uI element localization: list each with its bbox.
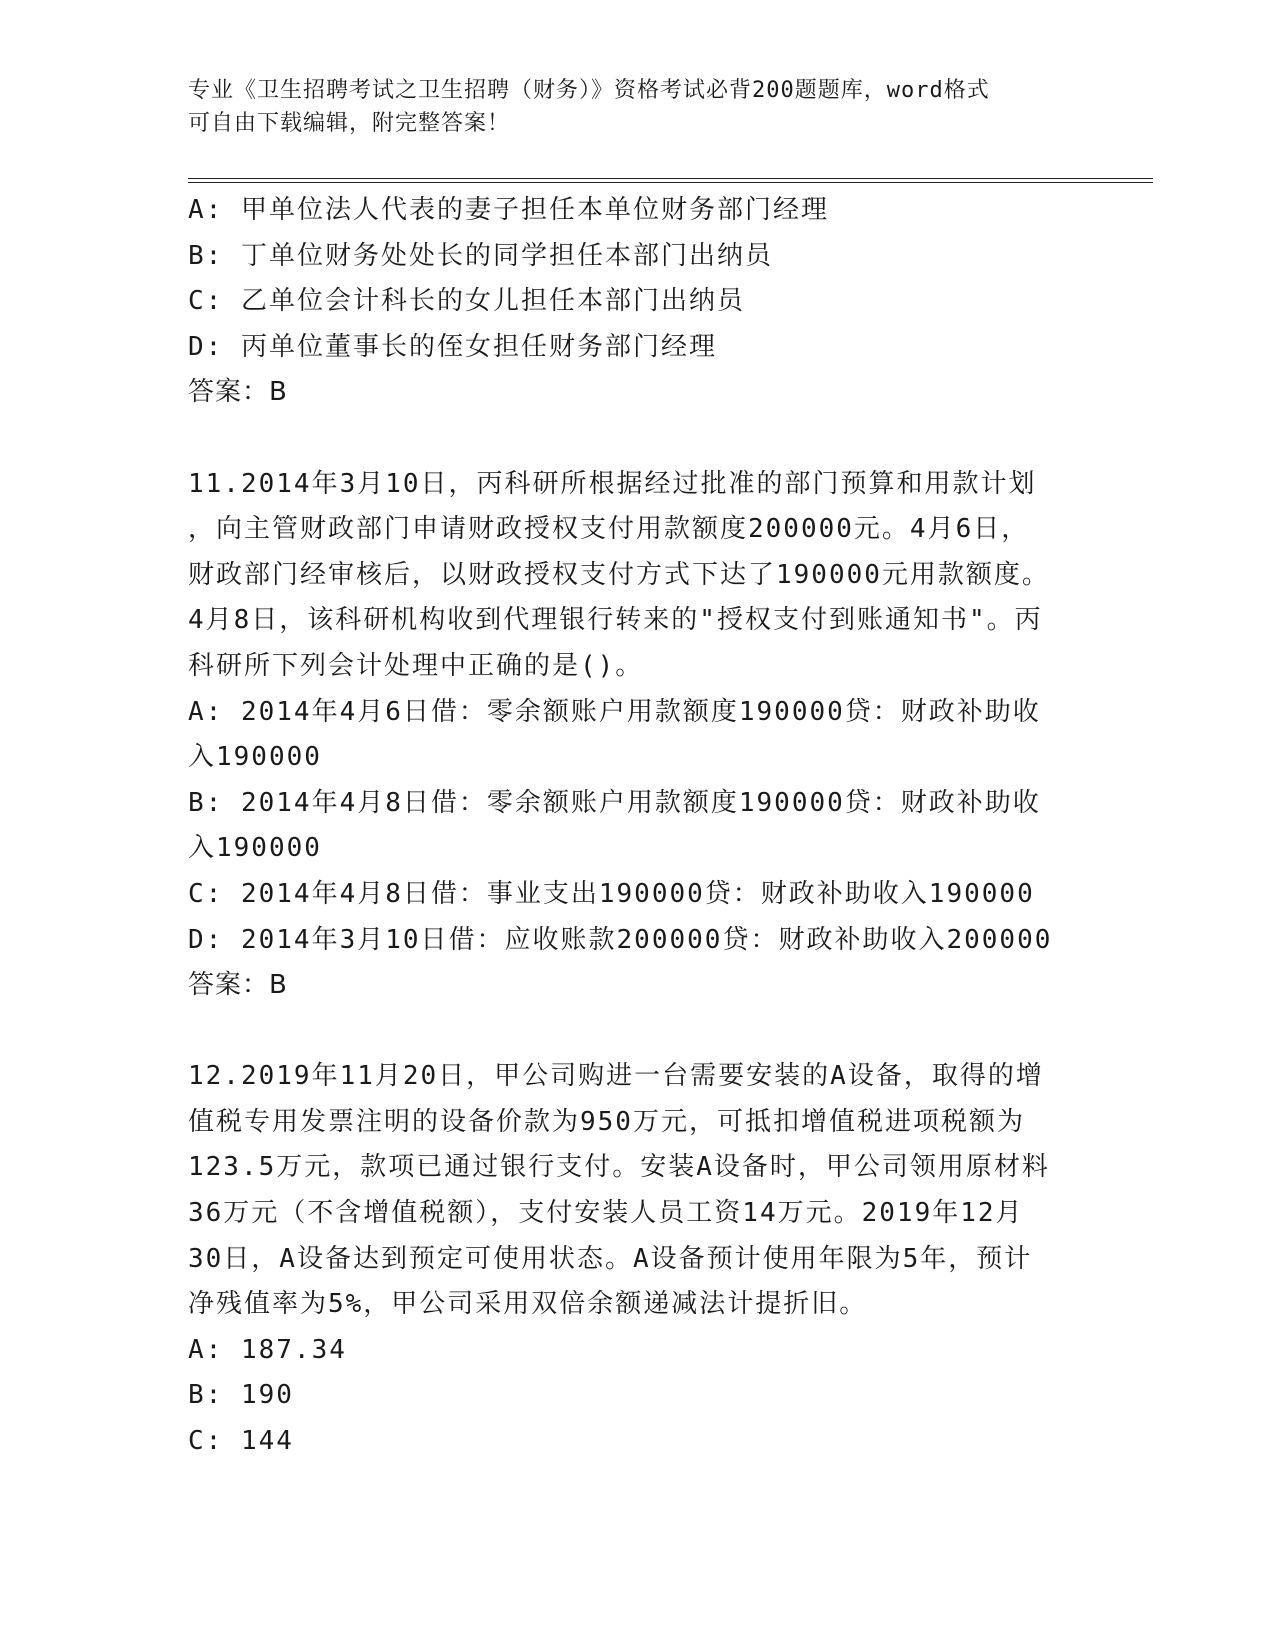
q11-option-c: C: 2014年4月8日借：事业支出190000贷：财政补助收入190000 [188, 878, 1035, 909]
q11-option-a-line-2: 入190000 [188, 742, 322, 773]
q11-option-a-line-1: A: 2014年4月6日借：零余额账户用款额度190000贷：财政补助收 [188, 696, 1041, 727]
document-body [188, 188, 1088, 1465]
q10-answer: 答案：B [188, 377, 288, 408]
q11-stem-line-3: 财政部门经审核后，以财政授权支付方式下达了190000元用款额度。 [188, 559, 1050, 590]
q12-stem-line-6: 净残值率为5%，甲公司采用双倍余额递减法计提折旧。 [188, 1289, 868, 1320]
q11-option-b-line-1: B: 2014年4月8日借：零余额账户用款额度190000贷：财政补助收 [188, 787, 1041, 818]
header-line-2: 可自由下载编辑，附完整答案！ [188, 111, 511, 136]
q10-option-b: B: 丁单位财务处处长的同学担任本部门出纳员 [188, 240, 773, 271]
q11-stem-line-5: 科研所下列会计处理中正确的是()。 [188, 650, 644, 681]
page-header [188, 74, 1088, 140]
q12-option-c: C: 144 [188, 1426, 294, 1457]
q11-stem-line-2: ，向主管财政部门申请财政授权支付用款额度200000元。4月6日， [188, 514, 1030, 545]
spacer [188, 416, 1088, 462]
question-12 [188, 1054, 1088, 1464]
question-10 [188, 188, 1088, 416]
spacer [188, 1009, 1088, 1055]
header-line-1: 专业《卫生招聘考试之卫生招聘（财务）》资格考试必背200题题库，word格式 [188, 78, 990, 103]
q11-option-d: D: 2014年3月10日借：应收账款200000贷：财政补助收入200000 [188, 924, 1053, 955]
question-11 [188, 462, 1088, 1009]
q11-stem-line-4: 4月8日，该科研机构收到代理银行转来的"授权支付到账通知书"。丙 [188, 605, 1043, 636]
q12-stem-line-5: 30日，A设备达到预定可使用状态。A设备预计使用年限为5年，预计 [188, 1243, 1033, 1274]
header-divider [188, 178, 1153, 183]
q12-stem-line-4: 36万元（不含增值税额），支付安装人员工资14万元。2019年12月 [188, 1198, 1024, 1229]
q10-option-c: C: 乙单位会计科长的女儿担任本部门出纳员 [188, 286, 745, 317]
q11-answer: 答案：B [188, 970, 288, 1001]
q12-option-a: A: 187.34 [188, 1334, 347, 1365]
q11-stem-line-1: 11.2014年3月10日，丙科研所根据经过批准的部门预算和用款计划 [188, 468, 1037, 499]
q12-stem-line-3: 123.5万元，款项已通过银行支付。安装A设备时，甲公司领用原材料 [188, 1152, 1050, 1183]
q12-option-b: B: 190 [188, 1380, 294, 1411]
q12-stem-line-2: 值税专用发票注明的设备价款为950万元，可抵扣增值税进项税额为 [188, 1106, 1025, 1137]
q12-stem-line-1: 12.2019年11月20日，甲公司购进一台需要安装的A设备，取得的增 [188, 1061, 1044, 1092]
q10-option-a: A: 甲单位法人代表的妻子担任本单位财务部门经理 [188, 195, 829, 225]
q10-option-d: D: 丙单位董事长的侄女担任财务部门经理 [188, 331, 717, 362]
q11-option-b-line-2: 入190000 [188, 833, 322, 864]
